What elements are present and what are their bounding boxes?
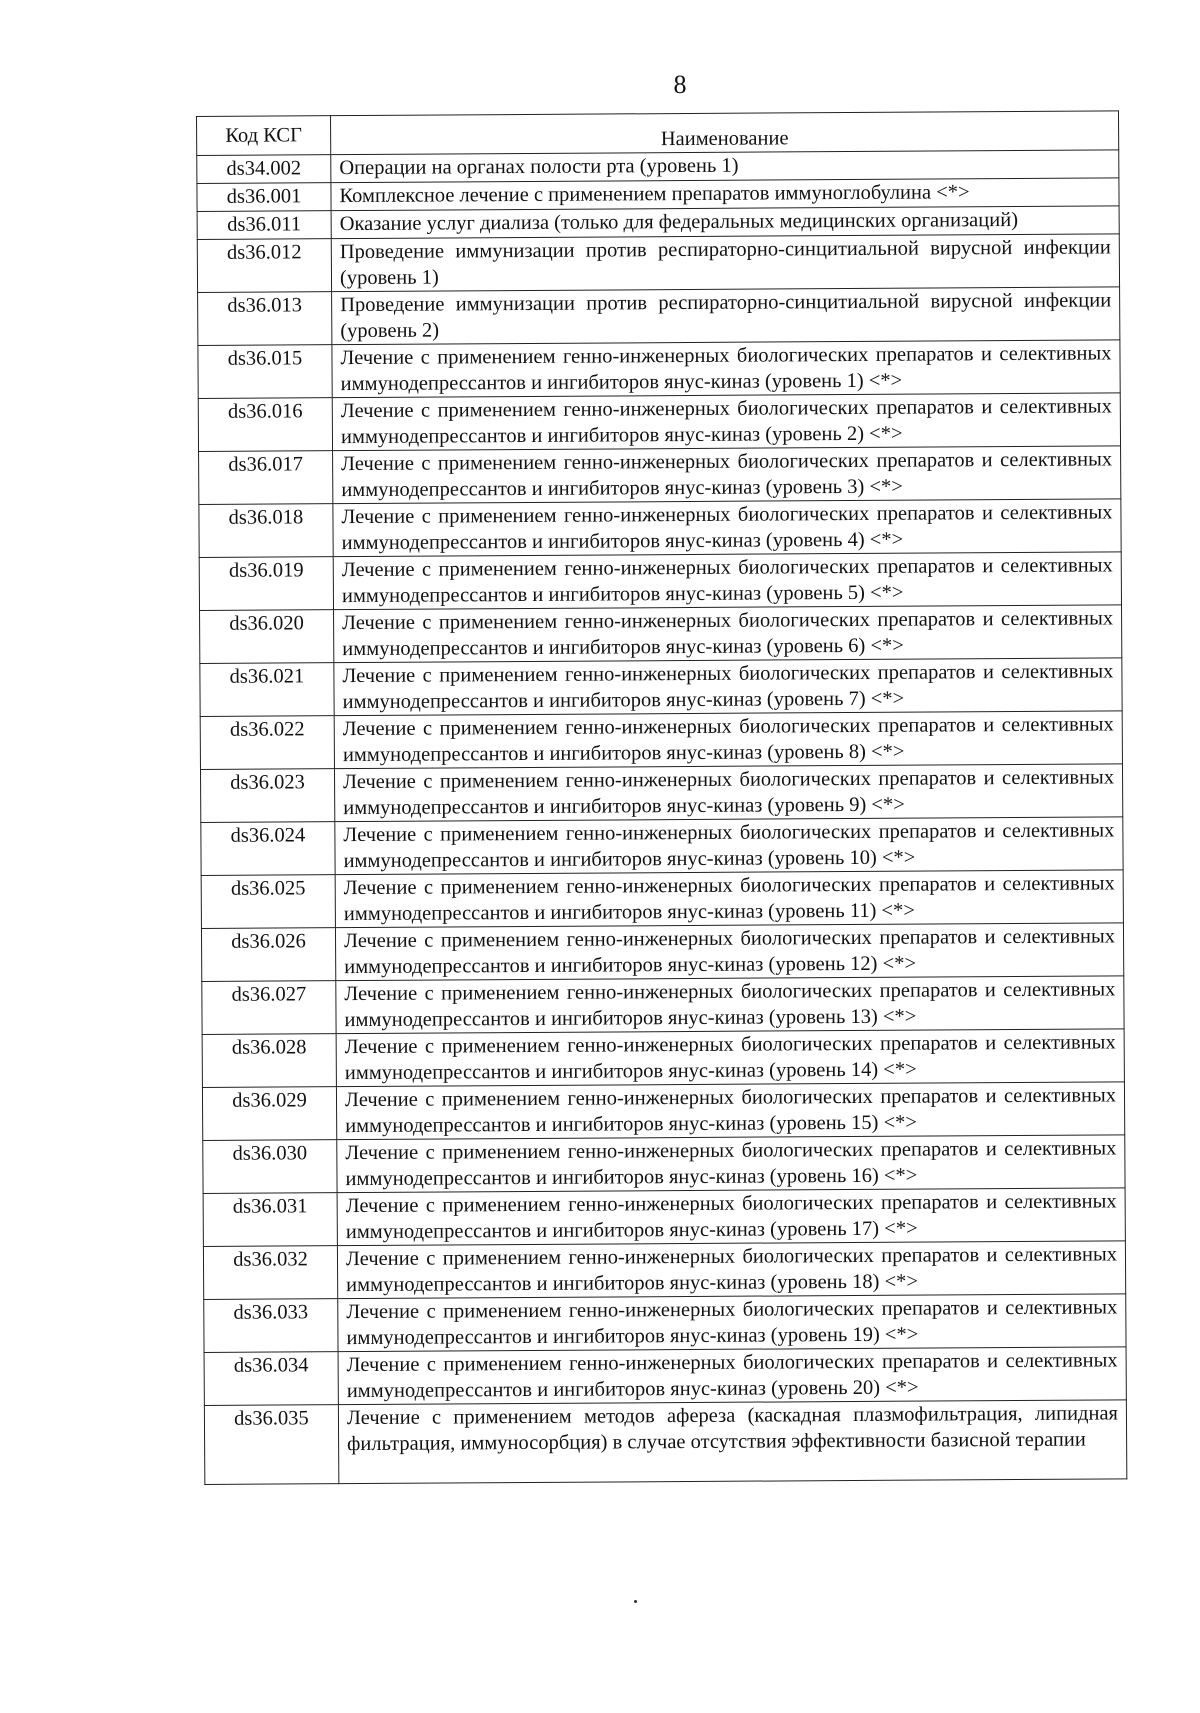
- row-code: ds36.032: [203, 1246, 337, 1300]
- page-number: 8: [673, 70, 687, 99]
- row-name: Лечение с применением генно-инженерных биологических препаратов и селективных иммунодепрессантов и ингибиторов янус-киназ (уровень 5) <*>: [333, 552, 1121, 610]
- table-row: [204, 1347, 1126, 1406]
- ksg-table-container: [196, 110, 1126, 1485]
- table-row: [203, 1188, 1125, 1247]
- row-name: Операции на органах полости рта (уровень 1): [331, 150, 1119, 183]
- row-code: ds34.002: [197, 155, 331, 184]
- row-code: ds36.022: [200, 716, 334, 770]
- table-row: [200, 711, 1122, 770]
- row-code: ds36.012: [197, 239, 331, 293]
- row-code: ds36.023: [200, 769, 334, 823]
- row-code: ds36.001: [197, 183, 331, 212]
- table-row: [202, 976, 1124, 1035]
- row-name: Лечение с применением генно-инженерных биологических препаратов и селективных иммунодепрессантов и ингибиторов янус-киназ (уровень 19) <*>: [338, 1294, 1126, 1352]
- row-code: ds36.020: [200, 610, 334, 664]
- row-code: ds36.030: [203, 1140, 337, 1194]
- table-row: [198, 287, 1120, 346]
- row-name: Лечение с применением методов афереза (каскадная плазмофильтрация, липидная фильтрация, иммуносорбция) в случае отсутствия эффективности базисной терапии: [338, 1400, 1126, 1484]
- row-code: ds36.033: [204, 1299, 338, 1353]
- row-name: Проведение иммунизации против респираторно-синцитиальной вирусной инфекции (уровень 1): [331, 234, 1119, 292]
- header-name: Наименование: [331, 111, 1119, 155]
- row-code: ds36.025: [201, 875, 335, 929]
- table-header-row: [197, 111, 1119, 156]
- row-name: Лечение с применением генно-инженерных биологических препаратов и селективных иммунодепрессантов и ингибиторов янус-киназ (уровень 16) <*>: [337, 1135, 1125, 1193]
- row-code: ds36.026: [201, 928, 335, 982]
- table-row: [199, 499, 1121, 558]
- row-code: ds36.015: [198, 345, 332, 399]
- row-name: Оказание услуг диализа (только для федеральных медицинских организаций): [331, 206, 1119, 239]
- row-code: ds36.016: [198, 398, 332, 452]
- table-row: [204, 1294, 1126, 1353]
- row-code: ds36.018: [199, 504, 333, 558]
- table-row: [200, 658, 1122, 717]
- table-row: [203, 1135, 1125, 1194]
- table-row: [201, 817, 1123, 876]
- row-name: Комплексное лечение с применением препаратов иммуноглобулина <*>: [331, 178, 1119, 211]
- row-name: Лечение с применением генно-инженерных биологических препаратов и селективных иммунодепрессантов и ингибиторов янус-киназ (уровень 7) <*>: [334, 658, 1122, 716]
- table-row: [201, 870, 1123, 929]
- row-name: Лечение с применением генно-инженерных биологических препаратов и селективных иммунодепрессантов и ингибиторов янус-киназ (уровень 10) <*>: [335, 817, 1123, 875]
- table-row: [203, 1241, 1125, 1300]
- table-row: [201, 923, 1123, 982]
- ksg-table: [196, 110, 1127, 1485]
- header-code: Код КСГ: [197, 116, 331, 156]
- row-code: ds36.024: [201, 822, 335, 876]
- row-name: Лечение с применением генно-инженерных биологических препаратов и селективных иммунодепрессантов и ингибиторов янус-киназ (уровень 18) <*>: [337, 1241, 1125, 1299]
- row-name: Лечение с применением генно-инженерных биологических препаратов и селективных иммунодепрессантов и ингибиторов янус-киназ (уровень 1) <*>: [332, 340, 1120, 398]
- row-code: ds36.027: [202, 981, 336, 1035]
- row-name: Лечение с применением генно-инженерных биологических препаратов и селективных иммунодепрессантов и ингибиторов янус-киназ (уровень 9) <*>: [334, 764, 1122, 822]
- row-name: Лечение с применением генно-инженерных биологических препаратов и селективных иммунодепрессантов и ингибиторов янус-киназ (уровень 2) <*>: [332, 393, 1120, 451]
- row-code: ds36.031: [203, 1193, 337, 1247]
- row-code: ds36.013: [198, 292, 332, 346]
- row-name: Лечение с применением генно-инженерных биологических препаратов и селективных иммунодепрессантов и ингибиторов янус-киназ (уровень 12) <*>: [335, 923, 1123, 981]
- row-code: ds36.028: [202, 1034, 336, 1088]
- row-name: Лечение с применением генно-инженерных биологических препаратов и селективных иммунодепрессантов и ингибиторов янус-киназ (уровень 15) <*>: [336, 1082, 1124, 1140]
- row-name: Лечение с применением генно-инженерных биологических препаратов и селективных иммунодепрессантов и ингибиторов янус-киназ (уровень 3) <*>: [333, 446, 1121, 504]
- row-name: Лечение с применением генно-инженерных биологических препаратов и селективных иммунодепрессантов и ингибиторов янус-киназ (уровень 8) <*>: [334, 711, 1122, 769]
- row-code: ds36.029: [202, 1087, 336, 1141]
- row-code: ds36.017: [199, 451, 333, 505]
- table-row: [199, 552, 1121, 611]
- scan-speck: [634, 1600, 637, 1603]
- row-code: ds36.011: [197, 211, 331, 240]
- row-name: Лечение с применением генно-инженерных биологических препаратов и селективных иммунодепрессантов и ингибиторов янус-киназ (уровень 17) <*>: [337, 1188, 1125, 1246]
- row-name: Лечение с применением генно-инженерных биологических препаратов и селективных иммунодепрессантов и ингибиторов янус-киназ (уровень 11) <*>: [335, 870, 1123, 928]
- table-row: [199, 446, 1121, 505]
- table-row: [197, 234, 1119, 293]
- table-row: [200, 764, 1122, 823]
- table-row: [198, 393, 1120, 452]
- table-row: [204, 1400, 1126, 1485]
- row-code: ds36.034: [204, 1352, 338, 1406]
- row-name: Лечение с применением генно-инженерных биологических препаратов и селективных иммунодепрессантов и ингибиторов янус-киназ (уровень 20) <*>: [338, 1347, 1126, 1405]
- row-code: ds36.035: [204, 1405, 338, 1485]
- row-name: Лечение с применением генно-инженерных биологических препаратов и селективных иммунодепрессантов и ингибиторов янус-киназ (уровень 4) <*>: [333, 499, 1121, 557]
- row-name: Лечение с применением генно-инженерных биологических препаратов и селективных иммунодепрессантов и ингибиторов янус-киназ (уровень 6) <*>: [334, 605, 1122, 663]
- table-row: [198, 340, 1120, 399]
- table-row: [202, 1082, 1124, 1141]
- row-code: ds36.019: [199, 557, 333, 611]
- table-row: [200, 605, 1122, 664]
- row-name: Лечение с применением генно-инженерных биологических препаратов и селективных иммунодепрессантов и ингибиторов янус-киназ (уровень 14) <*>: [336, 1029, 1124, 1087]
- row-code: ds36.021: [200, 663, 334, 717]
- row-name: Лечение с применением генно-инженерных биологических препаратов и селективных иммунодепрессантов и ингибиторов янус-киназ (уровень 13) <*>: [336, 976, 1124, 1034]
- table-row: [202, 1029, 1124, 1088]
- row-name: Проведение иммунизации против респираторно-синцитиальной вирусной инфекции (уровень 2): [332, 287, 1120, 345]
